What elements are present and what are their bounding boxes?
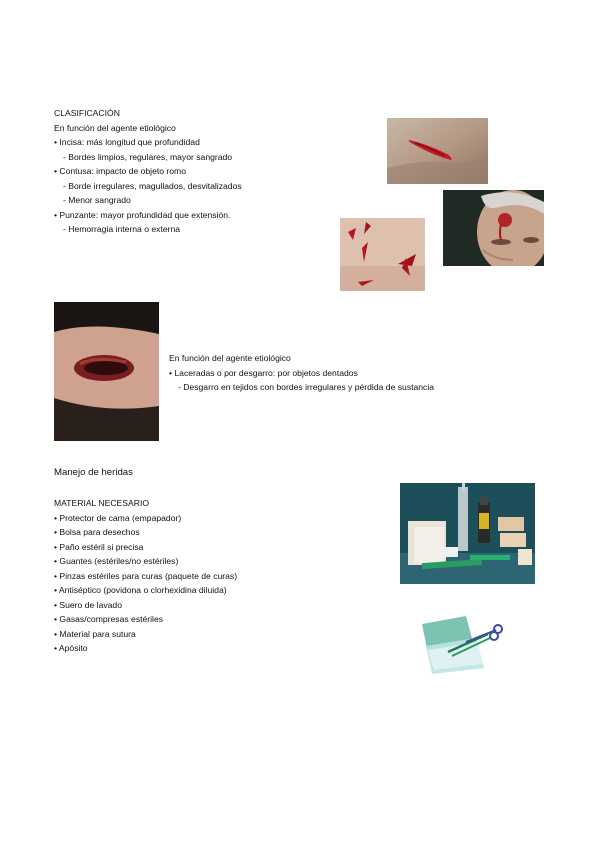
list-item: • Contusa: impacto de objeto romo bbox=[54, 166, 186, 176]
list-item: - Bordes limpios, regulares, mayor sangrado bbox=[63, 151, 233, 162]
contusion-wound-photo bbox=[443, 190, 544, 266]
classification-title: CLASIFICACIÓN bbox=[54, 108, 120, 118]
list-item: • Guantes (estériles/no estériles) bbox=[54, 556, 179, 566]
list-item: • Incisa: más longitud que profundidad bbox=[54, 137, 200, 147]
list-item: • Pinzas estériles para curas (paquete de curas) bbox=[54, 570, 238, 581]
classification-subtitle: En función del agente etiológico bbox=[54, 122, 176, 133]
sterile-kit-photo bbox=[418, 612, 506, 676]
lacerated-section bbox=[169, 351, 434, 395]
list-item: - Hemorragia interna o externa bbox=[63, 224, 181, 234]
puncture-wound-photo bbox=[340, 218, 425, 291]
list-item: - Desgarro en tejidos con bordes irregulares y pérdida de sustancia bbox=[178, 382, 435, 392]
materials-title: MATERIAL NECESARIO bbox=[54, 498, 150, 508]
list-item: • Material para sutura bbox=[54, 628, 136, 639]
list-item: • Bolsa para desechos bbox=[54, 527, 140, 537]
wound-supplies-photo bbox=[400, 483, 535, 584]
list-item: • Gasas/compresas estériles bbox=[54, 614, 164, 624]
classification-section bbox=[54, 106, 242, 237]
list-item: • Paño estéril si precisa bbox=[54, 541, 144, 552]
incised-wound-photo bbox=[387, 118, 488, 184]
list-item: - Borde irregulares, magullados, desvitalizados bbox=[63, 180, 242, 191]
lacerated-subtitle: En función del agente etiológico bbox=[169, 353, 291, 363]
lacerated-wound-photo bbox=[54, 302, 159, 441]
list-item: • Suero de lavado bbox=[54, 599, 122, 610]
list-item: • Punzante: mayor profundidad que extensión. bbox=[54, 209, 231, 220]
list-item: • Apósito bbox=[54, 643, 88, 653]
materials-section bbox=[54, 496, 237, 656]
list-item: - Menor sangrado bbox=[63, 195, 131, 205]
wound-management-heading: Manejo de heridas bbox=[54, 467, 133, 478]
list-item: • Protector de cama (empapador) bbox=[54, 512, 182, 523]
list-item: • Antiséptico (povidona o clorhexidina diluida) bbox=[54, 585, 227, 595]
list-item: • Laceradas o por desgarro: por objetos dentados bbox=[169, 367, 358, 378]
